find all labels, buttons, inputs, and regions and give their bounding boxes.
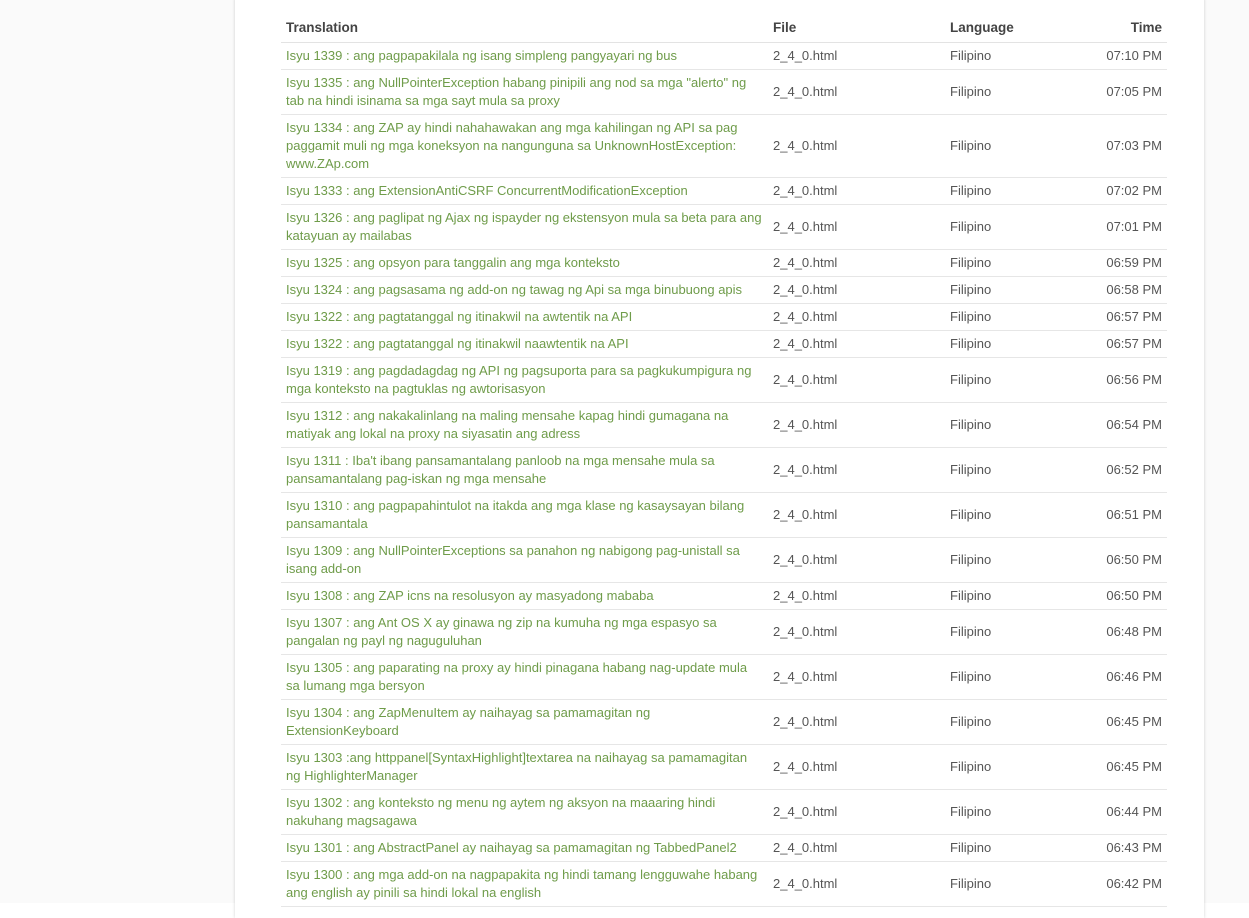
translation-cell (281, 699, 768, 744)
language-cell: Filipino (945, 204, 1065, 249)
translation-link[interactable]: Isyu 1304 : ang ZapMenuItem ay naihayag sa pamamagitan ng ExtensionKeyboard (286, 704, 651, 738)
table-row (281, 276, 1167, 303)
file-cell: 2_4_0.html (768, 249, 945, 276)
language-cell: Filipino (945, 69, 1065, 114)
translation-link[interactable]: Isyu 1307 : ang Ant OS X ay ginawa ng zip na kumuha ng mga espasyo sa pangalan ng payl ng naguguluhan (286, 614, 717, 648)
time-cell: 06:51 PM (1065, 492, 1167, 537)
translation-link[interactable]: Isyu 1334 : ang ZAP ay hindi nahahawakan ang mga kahilingan ng API sa pag paggamit muli ng mga koneksyon na nangunguna sa UnknownHostException: www.ZAp.com (286, 119, 738, 171)
language-cell: Filipino (945, 42, 1065, 69)
time-cell: 06:57 PM (1065, 303, 1167, 330)
language-cell: Filipino (945, 609, 1065, 654)
file-cell: 2_4_0.html (768, 330, 945, 357)
file-cell: 2_4_0.html (768, 69, 945, 114)
file-cell: 2_4_0.html (768, 834, 945, 861)
translation-cell (281, 276, 768, 303)
translation-link[interactable]: Isyu 1322 : ang pagtatanggal ng itinakwil naawtentik na API (286, 335, 629, 351)
file-cell: 2_4_0.html (768, 789, 945, 834)
time-cell: 06:42 PM (1065, 861, 1167, 906)
table-row (281, 861, 1167, 906)
language-cell: Filipino (945, 699, 1065, 744)
column-header-language[interactable]: Language (945, 0, 1065, 42)
table-row (281, 492, 1167, 537)
file-cell: 2_4_0.html (768, 861, 945, 906)
file-cell: 2_4_0.html (768, 204, 945, 249)
translation-link[interactable]: Isyu 1324 : ang pagsasama ng add-on ng tawag ng Api sa mga binubuong apis (286, 281, 743, 297)
language-cell: Filipino (945, 330, 1065, 357)
translation-link[interactable]: Isyu 1309 : ang NullPointerExceptions sa panahon ng nabigong pag-unistall sa isang add-on (286, 542, 740, 576)
table-row (281, 744, 1167, 789)
language-cell: Filipino (945, 357, 1065, 402)
language-cell: Filipino (945, 789, 1065, 834)
time-cell: 06:50 PM (1065, 582, 1167, 609)
file-cell: 2_4_0.html (768, 654, 945, 699)
time-cell: 06:44 PM (1065, 789, 1167, 834)
table-row (281, 42, 1167, 69)
file-cell: 2_4_0.html (768, 177, 945, 204)
file-cell: 2_4_0.html (768, 699, 945, 744)
language-cell: Filipino (945, 249, 1065, 276)
time-cell: 06:57 PM (1065, 330, 1167, 357)
file-cell: 2_4_0.html (768, 537, 945, 582)
translation-cell (281, 744, 768, 789)
content-card (235, 0, 1204, 918)
translation-cell (281, 249, 768, 276)
table-row (281, 114, 1167, 177)
time-cell: 06:59 PM (1065, 249, 1167, 276)
language-cell: Filipino (945, 861, 1065, 906)
translation-link[interactable]: Isyu 1326 : ang paglipat ng Ajax ng ispayder ng ekstensyon mula sa beta para ang katayuan ay mailabas (286, 209, 762, 243)
column-header-file[interactable]: File (768, 0, 945, 42)
time-cell: 06:45 PM (1065, 699, 1167, 744)
translation-cell (281, 303, 768, 330)
file-cell: 2_4_0.html (768, 276, 945, 303)
table-header (281, 0, 1167, 42)
translation-cell (281, 204, 768, 249)
file-cell: 2_4_0.html (768, 303, 945, 330)
file-cell: 2_4_0.html (768, 582, 945, 609)
table-row (281, 357, 1167, 402)
translation-cell (281, 447, 768, 492)
translation-cell (281, 609, 768, 654)
language-cell: Filipino (945, 582, 1065, 609)
translation-link[interactable]: Isyu 1308 : ang ZAP icns na resolusyon ay masyadong mababa (286, 587, 654, 603)
translations-table (281, 0, 1167, 907)
language-cell: Filipino (945, 537, 1065, 582)
time-cell: 06:50 PM (1065, 537, 1167, 582)
translation-link[interactable]: Isyu 1302 : ang konteksto ng menu ng aytem ng aksyon na maaaring hindi nakuhang magsagawa (286, 794, 716, 828)
file-cell: 2_4_0.html (768, 357, 945, 402)
language-cell: Filipino (945, 744, 1065, 789)
file-cell: 2_4_0.html (768, 492, 945, 537)
table-row (281, 654, 1167, 699)
file-cell: 2_4_0.html (768, 744, 945, 789)
table-row (281, 447, 1167, 492)
table-row (281, 834, 1167, 861)
table-row (281, 204, 1167, 249)
language-cell: Filipino (945, 114, 1065, 177)
time-cell: 07:02 PM (1065, 177, 1167, 204)
language-cell: Filipino (945, 276, 1065, 303)
translation-link[interactable]: Isyu 1310 : ang pagpapahintulot na itakda ang mga klase ng kasaysayan bilang pansamantala (286, 497, 745, 531)
translation-cell (281, 537, 768, 582)
table-row (281, 789, 1167, 834)
file-cell: 2_4_0.html (768, 114, 945, 177)
language-cell: Filipino (945, 177, 1065, 204)
translation-cell (281, 402, 768, 447)
translation-cell (281, 330, 768, 357)
table-body (281, 42, 1167, 906)
translation-cell (281, 654, 768, 699)
translation-link[interactable]: Isyu 1325 : ang opsyon para tanggalin ang mga konteksto (286, 254, 620, 270)
table-row (281, 609, 1167, 654)
time-cell: 06:58 PM (1065, 276, 1167, 303)
table-row (281, 177, 1167, 204)
translation-cell (281, 492, 768, 537)
language-cell: Filipino (945, 447, 1065, 492)
translation-cell (281, 834, 768, 861)
translation-link[interactable]: Isyu 1319 : ang pagdadagdag ng API ng pagsuporta para sa pagkukumpigura ng mga konteksto na pagtuklas ng awtorisasyon (286, 362, 752, 396)
table-row (281, 402, 1167, 447)
table-row (281, 582, 1167, 609)
table-row (281, 699, 1167, 744)
translation-link[interactable]: Isyu 1333 : ang ExtensionAntiCSRF ConcurrentModificationException (286, 182, 688, 198)
translation-cell (281, 582, 768, 609)
time-cell: 06:56 PM (1065, 357, 1167, 402)
translation-link[interactable]: Isyu 1322 : ang pagtatanggal ng itinakwil na awtentik na API (286, 308, 633, 324)
translation-link[interactable]: Isyu 1305 : ang paparating na proxy ay hindi pinagana habang nag-update mula sa lumang mga bersyon (286, 659, 748, 693)
translation-cell (281, 861, 768, 906)
file-cell: 2_4_0.html (768, 42, 945, 69)
table-row (281, 303, 1167, 330)
column-header-time[interactable]: Time (1065, 0, 1167, 42)
time-cell: 07:03 PM (1065, 114, 1167, 177)
file-cell: 2_4_0.html (768, 402, 945, 447)
time-cell: 07:05 PM (1065, 69, 1167, 114)
time-cell: 07:10 PM (1065, 42, 1167, 69)
translation-link[interactable]: Isyu 1301 : ang AbstractPanel ay naihayag sa pamamagitan ng TabbedPanel2 (286, 839, 737, 855)
translation-cell (281, 789, 768, 834)
time-cell: 06:48 PM (1065, 609, 1167, 654)
translation-link[interactable]: Isyu 1339 : ang pagpapakilala ng isang simpleng pangyayari ng bus (286, 47, 677, 63)
translation-link[interactable]: Isyu 1335 : ang NullPointerException habang pinipili ang nod sa mga "alerto" ng tab na hindi isinama sa mga sayt mula sa proxy (286, 74, 747, 108)
translation-link[interactable]: Isyu 1312 : ang nakakalinlang na maling mensahe kapag hindi gumagana na matiyak ang lokal na proxy na siyasatin ang adress (286, 407, 729, 441)
time-cell: 06:52 PM (1065, 447, 1167, 492)
translation-link[interactable]: Isyu 1311 : Iba't ibang pansamantalang panloob na mga mensahe mula sa pansamantalang pag-iskan ng mga mensahe (286, 452, 715, 486)
column-header-translation[interactable]: Translation (281, 0, 768, 42)
table-row (281, 69, 1167, 114)
translation-cell (281, 69, 768, 114)
language-cell: Filipino (945, 492, 1065, 537)
translation-cell (281, 357, 768, 402)
file-cell: 2_4_0.html (768, 609, 945, 654)
time-cell: 06:54 PM (1065, 402, 1167, 447)
translation-link[interactable]: Isyu 1300 : ang mga add-on na nagpapakita ng hindi tamang lengguwahe habang ang english ay pinili sa hindi lokal na english (286, 866, 758, 900)
language-cell: Filipino (945, 303, 1065, 330)
file-cell: 2_4_0.html (768, 447, 945, 492)
time-cell: 06:43 PM (1065, 834, 1167, 861)
table-row (281, 537, 1167, 582)
time-cell: 07:01 PM (1065, 204, 1167, 249)
language-cell: Filipino (945, 402, 1065, 447)
translation-link[interactable]: Isyu 1303 :ang httppanel[SyntaxHighlight]textarea na naihayag sa pamamagitan ng HighlighterManager (286, 749, 748, 783)
language-cell: Filipino (945, 654, 1065, 699)
table-row (281, 249, 1167, 276)
table-row (281, 330, 1167, 357)
translation-cell (281, 177, 768, 204)
time-cell: 06:46 PM (1065, 654, 1167, 699)
translation-cell (281, 42, 768, 69)
language-cell: Filipino (945, 834, 1065, 861)
time-cell: 06:45 PM (1065, 744, 1167, 789)
translation-cell (281, 114, 768, 177)
